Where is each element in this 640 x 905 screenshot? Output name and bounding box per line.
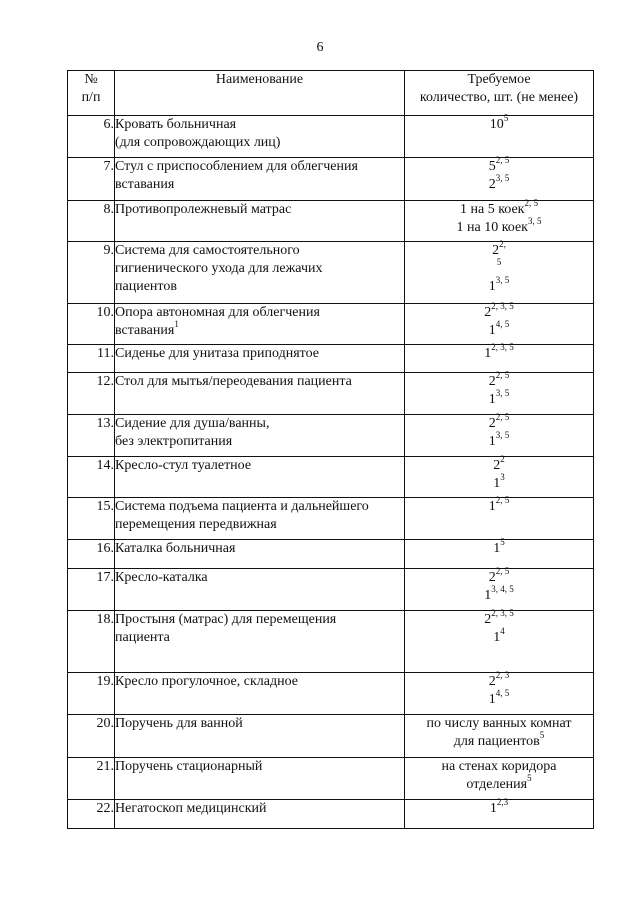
quantity-value: 5	[488, 159, 496, 174]
item-name-text: Опора автономная для облегчения	[115, 305, 320, 320]
item-name-line	[115, 345, 404, 363]
item-name	[115, 373, 405, 415]
quantity-value: 2	[488, 416, 496, 431]
quantity-value: 2	[488, 674, 496, 689]
item-name-text: Противопролежневый матрас	[115, 202, 292, 217]
row-number: 21.	[68, 758, 115, 800]
item-name-text: Поручень для ванной	[115, 716, 243, 731]
quantity-value: 2	[488, 177, 496, 192]
quantity-footnote: 2,3	[496, 797, 509, 807]
item-name-text: Стол для мытья/переодевания пациента	[115, 374, 352, 389]
item-name	[115, 201, 405, 242]
item-name-line	[115, 457, 404, 475]
quantity-value: 2	[484, 305, 492, 320]
quantity-footnote: 3, 5	[527, 216, 542, 226]
item-name	[115, 673, 405, 715]
item-name-line	[115, 715, 404, 733]
item-name-line	[115, 498, 404, 516]
item-name-line	[115, 158, 404, 176]
item-name	[115, 116, 405, 158]
table-row	[68, 201, 594, 242]
row-number: 12.	[68, 373, 115, 415]
item-name	[115, 345, 405, 373]
item-name-line	[115, 201, 404, 219]
item-name-line	[115, 242, 404, 260]
item-name	[115, 158, 405, 201]
quantity-line	[405, 537, 593, 558]
quantity-value: 2	[488, 374, 496, 389]
item-name-text: Система для самостоятельного	[115, 243, 300, 258]
item-quantity	[405, 342, 594, 373]
table-row	[68, 498, 594, 540]
quantity-line	[405, 454, 593, 475]
header-name: Наименование	[115, 71, 405, 116]
item-name-line	[115, 629, 404, 647]
row-number: 10.	[68, 304, 115, 345]
item-name-text: без электропитания	[115, 434, 233, 449]
quantity-line	[405, 688, 593, 709]
item-name-text: Поручень стационарный	[115, 759, 263, 774]
quantity-footnote: 2, 3, 5	[491, 608, 514, 618]
quantity-value: 2	[488, 570, 496, 585]
quantity-value: 1	[484, 588, 492, 603]
table-row	[68, 116, 594, 158]
row-number: 8.	[68, 201, 115, 242]
item-quantity	[405, 670, 594, 715]
item-name-text: перемещения передвижная	[115, 517, 277, 532]
table-row	[68, 758, 594, 800]
item-quantity	[405, 758, 594, 800]
quantity-line	[405, 472, 593, 493]
item-name-line	[115, 433, 404, 451]
quantity-line	[405, 173, 593, 194]
table-row	[68, 457, 594, 498]
row-number: 22.	[68, 800, 115, 829]
equipment-table	[67, 70, 594, 829]
quantity-footnote: 5	[527, 773, 532, 783]
quantity-line	[405, 113, 593, 134]
quantity-footnote: 2, 3, 5	[491, 342, 514, 352]
item-name-line	[115, 611, 404, 629]
table-row	[68, 800, 594, 829]
quantity-value: 1	[488, 692, 496, 707]
item-name-text: Кресло-каталка	[115, 570, 208, 585]
item-name-line	[115, 415, 404, 433]
item-name-text: пациентов	[115, 279, 177, 294]
item-name-footnote: 1	[174, 319, 179, 329]
quantity-footnote: 3	[500, 472, 505, 482]
table-row	[68, 373, 594, 415]
item-name-line	[115, 540, 404, 558]
quantity-value: для пациентов	[453, 734, 540, 749]
quantity-footnote: 3, 4, 5	[491, 584, 514, 594]
page-number: 6	[316, 40, 324, 55]
item-name-line	[115, 800, 404, 818]
header-quantity-line2: количество, шт. (не менее)	[419, 90, 579, 105]
item-quantity	[405, 797, 594, 829]
quantity-footnote: 2, 5	[495, 495, 510, 505]
quantity-value: 1	[484, 346, 492, 361]
quantity-value: 1	[488, 279, 496, 294]
item-quantity	[405, 412, 594, 457]
table-header-row	[68, 71, 594, 116]
item-name-line	[115, 116, 404, 134]
item-name-line	[115, 304, 404, 322]
item-name-text: вставания	[115, 177, 175, 192]
quantity-footnote: 3, 5	[495, 430, 510, 440]
item-quantity	[405, 454, 594, 498]
item-name-text: Кресло-стул туалетное	[115, 458, 252, 473]
quantity-value: 1	[489, 801, 497, 816]
table-row	[68, 345, 594, 373]
quantity-footnote: 5	[496, 257, 502, 267]
table-row	[68, 715, 594, 758]
item-name-text: (для сопровождающих лиц)	[115, 135, 281, 150]
item-name-line	[115, 134, 404, 152]
item-name-text: гигиенического ухода для лежачих	[115, 261, 323, 276]
quantity-line	[405, 758, 593, 776]
table-body	[68, 113, 594, 829]
quantity-line	[405, 319, 593, 340]
quantity-value: по числу ванных комнат	[426, 716, 572, 731]
quantity-footnote: 2, 5	[495, 370, 510, 380]
quantity-footnote: 2, 3, 5	[491, 301, 514, 311]
item-quantity	[405, 113, 594, 158]
table-row	[68, 415, 594, 457]
quantity-footnote: 5	[500, 537, 505, 547]
row-number: 7.	[68, 158, 115, 201]
item-name-text: Система подъема пациента и дальнейшего	[115, 499, 369, 514]
item-quantity	[405, 715, 594, 758]
quantity-line	[405, 216, 593, 237]
row-number: 9.	[68, 242, 115, 304]
item-name-text: Сиденье для унитаза приподнятое	[115, 346, 319, 361]
quantity-footnote: 4, 5	[495, 319, 510, 329]
quantity-footnote: 3, 5	[495, 388, 510, 398]
item-quantity	[405, 566, 594, 611]
quantity-footnote: 2, 5	[495, 155, 510, 165]
item-name	[115, 498, 405, 540]
item-name-line	[115, 319, 404, 340]
quantity-line	[405, 797, 593, 818]
item-name	[115, 242, 405, 304]
quantity-value: 1	[488, 499, 496, 514]
row-number: 11.	[68, 345, 115, 373]
row-number: 20.	[68, 715, 115, 758]
quantity-footnote: 2, 3	[495, 670, 510, 680]
quantity-footnote: 5	[503, 113, 509, 123]
quantity-line	[405, 388, 593, 409]
quantity-value: 1	[488, 323, 496, 338]
item-name-text: вставания	[115, 323, 175, 338]
quantity-value: 2	[492, 243, 500, 258]
quantity-value: 10	[489, 117, 504, 132]
quantity-value: 1	[488, 392, 496, 407]
header-number-abbr: п/п	[81, 90, 101, 105]
quantity-footnote: 4	[500, 626, 505, 636]
quantity-value: 1	[493, 630, 501, 645]
row-number: 14.	[68, 457, 115, 498]
item-quantity	[405, 537, 594, 569]
table-row	[68, 242, 594, 304]
row-number: 19.	[68, 673, 115, 715]
item-name	[115, 715, 405, 758]
item-name-text: пациента	[115, 630, 170, 645]
quantity-line	[405, 430, 593, 451]
item-name	[115, 569, 405, 611]
item-quantity	[405, 608, 594, 673]
quantity-value: 2	[484, 612, 492, 627]
quantity-value: 1	[493, 476, 501, 491]
table-row	[68, 611, 594, 673]
quantity-line	[405, 275, 593, 296]
item-name-line	[115, 278, 404, 296]
quantity-value: 2	[493, 458, 501, 473]
quantity-value: на стенах коридора	[441, 759, 557, 774]
item-quantity	[405, 370, 594, 415]
quantity-line	[405, 608, 593, 629]
item-name-text: Сидение для душа/ванны,	[115, 416, 270, 431]
quantity-value: отделения	[466, 777, 528, 792]
item-quantity	[405, 155, 594, 201]
item-name-line	[115, 569, 404, 587]
item-name-text: Стул с приспособлением для облегчения	[115, 159, 358, 174]
quantity-footnote: 2	[500, 454, 505, 464]
table-row	[68, 540, 594, 569]
table-row	[68, 158, 594, 201]
item-quantity	[405, 198, 594, 242]
quantity-value: 1	[488, 434, 496, 449]
item-quantity	[405, 301, 594, 345]
item-name-text: Каталка больничная	[115, 541, 236, 556]
item-name-text: Кровать больничная	[115, 117, 237, 132]
item-name-line	[115, 758, 404, 776]
row-number: 17.	[68, 569, 115, 611]
item-name	[115, 611, 405, 673]
header-number-symbol: №	[84, 72, 98, 87]
table-row	[68, 569, 594, 611]
quantity-footnote: 4, 5	[495, 688, 510, 698]
item-name	[115, 540, 405, 569]
header-quantity-line1: Требуемое	[467, 72, 531, 87]
item-quantity	[405, 495, 594, 540]
quantity-footnote: 2, 5	[495, 566, 510, 576]
quantity-value: 1 на 10 коек	[456, 220, 528, 235]
quantity-footnote: 3, 5	[495, 275, 510, 285]
item-name	[115, 758, 405, 800]
quantity-footnote: 2, 5	[495, 412, 510, 422]
table-row	[68, 673, 594, 715]
item-name-text: Негатоскоп медицинский	[115, 801, 267, 816]
row-number: 15.	[68, 498, 115, 540]
item-name-line	[115, 260, 404, 278]
quantity-line	[405, 584, 593, 605]
quantity-line	[405, 730, 593, 751]
item-name-text: Простыня (матрас) для перемещения	[115, 612, 337, 627]
row-number: 18.	[68, 611, 115, 673]
quantity-line	[405, 715, 593, 733]
quantity-footnote: 2, 5	[524, 198, 538, 208]
item-name	[115, 800, 405, 829]
quantity-footnote: 3, 5	[495, 173, 510, 183]
quantity-line	[405, 495, 593, 516]
item-name	[115, 304, 405, 345]
table-row	[68, 304, 594, 345]
quantity-line	[405, 342, 593, 363]
row-number: 6.	[68, 116, 115, 158]
item-name-line	[115, 373, 404, 391]
item-name-text: Кресло прогулочное, складное	[115, 674, 298, 689]
row-number: 13.	[68, 415, 115, 457]
quantity-value: 1 на 5 коек	[460, 202, 525, 217]
quantity-line	[405, 773, 593, 794]
item-name	[115, 415, 405, 457]
quantity-line	[405, 198, 593, 219]
item-name	[115, 457, 405, 498]
item-quantity	[405, 239, 594, 304]
header-number	[68, 71, 115, 116]
quantity-value: 1	[493, 541, 501, 556]
quantity-footnote: 5	[539, 730, 545, 740]
quantity-footnote: 2,	[499, 239, 506, 249]
item-name-line	[115, 673, 404, 691]
quantity-line	[405, 626, 593, 647]
header-quantity	[405, 71, 594, 116]
item-name-line	[115, 516, 404, 534]
item-name-line	[115, 176, 404, 194]
row-number: 16.	[68, 540, 115, 569]
